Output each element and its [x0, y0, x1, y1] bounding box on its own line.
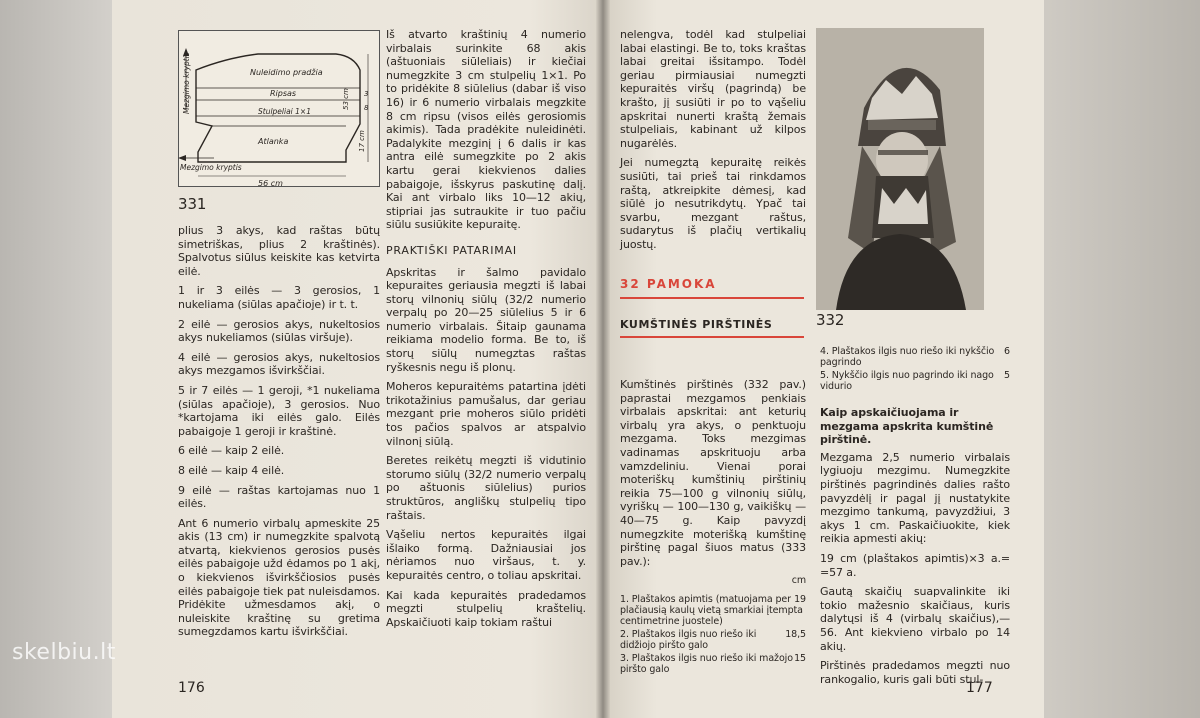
figure-number-331: 331: [178, 195, 207, 213]
diagram-dim-17: 17 cm: [358, 130, 366, 152]
measure-value: 18,5: [785, 628, 806, 640]
unit-label: cm: [791, 575, 806, 587]
diagram-dim-8: 8: [364, 104, 369, 112]
paragraph: Kumštinės pirštinės (332 pav.) paprastai mezgamos penkiais virbalais apskritai: ant keturių virbalų yra akys, o penktuoju mezgama. Toks mezgimas vadinamas apskrituoju arba vamzdeliniu. Vienai porai moteriškų kumštinių pirštinių reikia 75—100 g vilnonių siūlų, vyriškų — 100—130 g, vaikiškų — 40—75 g. Kaip pavyzdį numegzkite moterišką kumštinę pirštinę pagal šiuos matus (333 pav.):: [620, 378, 806, 568]
diagram-label-cuff: Atlanka: [258, 137, 289, 146]
paragraph: 1 ir 3 eilės — 3 gerosios, 1 nukeliama (siūlas apačioje) ir t. t.: [178, 284, 380, 311]
diagram-dim-53: 53 cm: [342, 88, 350, 110]
right-column-2: [820, 346, 1010, 692]
diagram-label-crown-start: Nuleidimo pradžia: [250, 68, 323, 77]
paragraph: Vąšeliu nertos kepuraitės ilgai išlaiko formą. Dažniausiai jos nėriamos nuo viršaus, t. y. kepuraitės centro, o toliau apskritai.: [386, 528, 586, 582]
paragraph: Jei numegztą kepuraitę reikės susiūti, tai prieš tai rinkdamos raštą, atkreipkite dėmesį, kad siūlė jo nesutrikdytų. Ypač tai svarbu, mezgant raštus, sudarytus iš plačių vertikalių juostų.: [620, 156, 806, 251]
paragraph: nelengva, todėl kad stulpeliai labai elastingi. Be to, toks kraštas labai greitai išsitampo. Todėl geriau pirmiausiai numegzti kepuraitės viršų (pagrindą) be krašto, jį susiūti ir po to vąšeliu apskritai nunerti kraštą žemais stulpeliais, kabinant už kilpos nugarėlės.: [620, 28, 806, 150]
diagram-dim-3: 3: [364, 90, 369, 98]
measure-item: [620, 629, 806, 651]
measure-item: [620, 594, 806, 627]
page-number-right: 177: [966, 680, 993, 696]
paragraph: 9 eilė — raštas kartojamas nuo 1 eilės.: [178, 483, 380, 511]
subheading-rule: [620, 336, 804, 338]
lesson-rule: [620, 297, 804, 299]
left-column-2: [386, 28, 586, 635]
diagram-label-top-direction: Mezgimo kryptis: [182, 52, 191, 114]
paragraph: 4 eilė — gerosios akys, nukeltosios akys mezgamos išvirkščiai.: [178, 350, 380, 378]
paragraph: 6 eilė — kaip 2 eilė.: [178, 444, 285, 458]
measure-value: 5: [1004, 370, 1010, 381]
page-number-left: 176: [178, 680, 205, 696]
paragraph: Apskritas ir šalmo pavidalo kepuraites geriausia megzti iš labai storų vilnonių siūlų (32/2 numerio verpalų po 20—25 siūlelius 5 ir 6 numerio virbalais. Šitaip gaunama reikiama modelio forma. Be to, iš storų siūlų numegztas raštas ryškesnis negu iš plonų.: [386, 265, 586, 374]
measure-text: 3. Plaštakos ilgis nuo riešo iki mažojo piršto galo: [620, 652, 793, 675]
figure-number-332: 332: [816, 311, 845, 329]
diagram-label-band: Stulpeliai 1×1: [258, 107, 311, 116]
measure-text: 4. Plaštakos ilgis nuo riešo iki nykščio pagrindo: [820, 346, 995, 368]
paragraph: Pirštinės pradedamos megzti nuo rankogalio, kuris gali būti stul-: [820, 659, 1010, 686]
paragraph: 2 eilė — gerosios akys, nukeltosios akys nukeliamos (siūlas viršuje).: [178, 317, 380, 345]
measure-item: [820, 346, 1010, 368]
paragraph: Mezgama 2,5 numerio virbalais lygiuoju mezgimu. Numegzkite pirštinės pagrindinės dalies rašto pavyzdėlį ir pagal jį nustatykite mezgimo tankumą, pavyzdžiui, 3 akys 1 cm. Paskaičiuokite, kiek reikia apmesti akių:: [820, 450, 1010, 546]
paragraph: Iš atvarto kraštinių 4 numerio virbalais surinkite 68 akis (aštuoniais siūleliais) ir kiečiai numegzkite 3 cm stulpelių 1×1. Po to pridėkite 8 siūlelius (dabar iš viso 16) ir 6 numerio virbalais megzkite 8 cm ripsu (visos eilės gerosiomis akimis). Tada pradėkite nuleidinėti. Padalykite mezginį į 6 dalis ir kas antra eilė sumegzkite po 2 akis kartu gerai kiekvienos dalies pabaigoje, išskyrus paskutinę dalį. Kai ant virbalo liks 10—12 akių, stipriai jas sutraukite ir tuo pačiu siūlu susiūkite kepuraitę.: [386, 28, 586, 232]
diagram-label-bottom-direction: Mezgimo kryptis: [180, 163, 242, 172]
paragraph: Kai kada kepuraitės pradedamos megzti stulpelių kraštelių. Apskaičiuoti kaip tokiam raštui: [386, 588, 586, 629]
right-column-1-body: [620, 378, 806, 677]
section-heading: Kaip apskaičiuojama ir mezgama apskrita kumštinė pirštinė.: [820, 406, 994, 447]
paragraph: 5 ir 7 eilės — 1 geroji, *1 nukeliama (siūlas apačioje), 3 gerosios. Nuo *kartojama iki eilės galo. Eilės pabaigoje 1 geroji ir kraštinė.: [178, 383, 380, 438]
left-column-1: [178, 224, 380, 645]
paragraph: Beretes reikėtų megzti iš vidutinio storumo siūlų (32/2 numerio verpalų po aštuonis siūlelius) purios struktūros, angliškų stulpelių tipo raštais.: [386, 454, 586, 522]
measure-item: [620, 653, 806, 675]
diagram-dim-56: 56 cm: [258, 179, 283, 188]
measure-value: 15: [794, 652, 806, 664]
measure-text: 5. Nykščio ilgis nuo pagrindo iki nago vidurio: [820, 370, 994, 392]
measure-text: 1. Plaštakos apimtis (matuojama per plačiausią kaulų vietą smarkiai įtempta centimetrine juostele): [620, 593, 803, 627]
measure-list: [820, 346, 1010, 392]
photo-illustration: [816, 28, 984, 310]
knitted-hat-photo: [816, 28, 984, 310]
measure-value: 6: [1004, 346, 1010, 357]
pattern-diagram: [178, 30, 380, 198]
paragraph: Gautą skaičių suapvalinkite iki tokio mažesnio skaičiaus, kuris dalytųsi iš 4 (virbalų skaičius),— 56. Ant kiekvieno virbalo po 14 akių.: [820, 585, 1010, 653]
measure-text: 2. Plaštakos ilgis nuo riešo iki didžiojo piršto galo: [620, 628, 757, 651]
paragraph: Ant 6 numerio virbalų apmeskite 25 akis (13 cm) ir numegzkite spalvotą atvartą, kiekvienos gerosios pusės eilės pabaigoje užd ėdamos po 1 akį, o kiekvienos išvirkščiosios pusės eilės pabaigoje tiek pat nuleisdamos. Pridėkite užmesdamos akį, o nuleiskite kraštinę su gretima sumegzdamos kartu išvirkščiai.: [178, 516, 380, 639]
paragraph: 8 eilė — kaip 4 eilė.: [178, 463, 285, 477]
book-gutter: [596, 0, 610, 718]
watermark: skelbiu.lt: [12, 640, 116, 665]
background-left: [0, 0, 112, 718]
measure-list: [620, 594, 806, 675]
measure-item: [820, 370, 1010, 392]
diagram-label-ribbing: Ripsas: [270, 89, 297, 98]
paragraph: plius 3 akys, kad raštas būtų simetriškas, plius 2 kraštinės). Spalvotus siūlus keiskite kas ketvirta eilė.: [178, 224, 380, 278]
measure-value: 19: [794, 593, 806, 605]
section-heading: PRAKTIŠKI PATARIMAI: [386, 243, 517, 257]
lesson-title: 32 PAMOKA: [620, 277, 717, 291]
section-subheading: KUMŠTINĖS PIRŠTINĖS: [620, 318, 773, 331]
background-right: [1040, 0, 1200, 718]
paragraph: Moheros kepuraitėms patartina įdėti trikotažinius pamušalus, dar geriau mezgant prie moheros siūlo pridėti tos pačios spalvos ar atspalvio vilnonį siūlą.: [386, 380, 586, 448]
right-column-1: [620, 28, 806, 258]
paragraph: 19 cm (plaštakos apimtis)×3 a.= =57 a.: [820, 551, 1010, 579]
